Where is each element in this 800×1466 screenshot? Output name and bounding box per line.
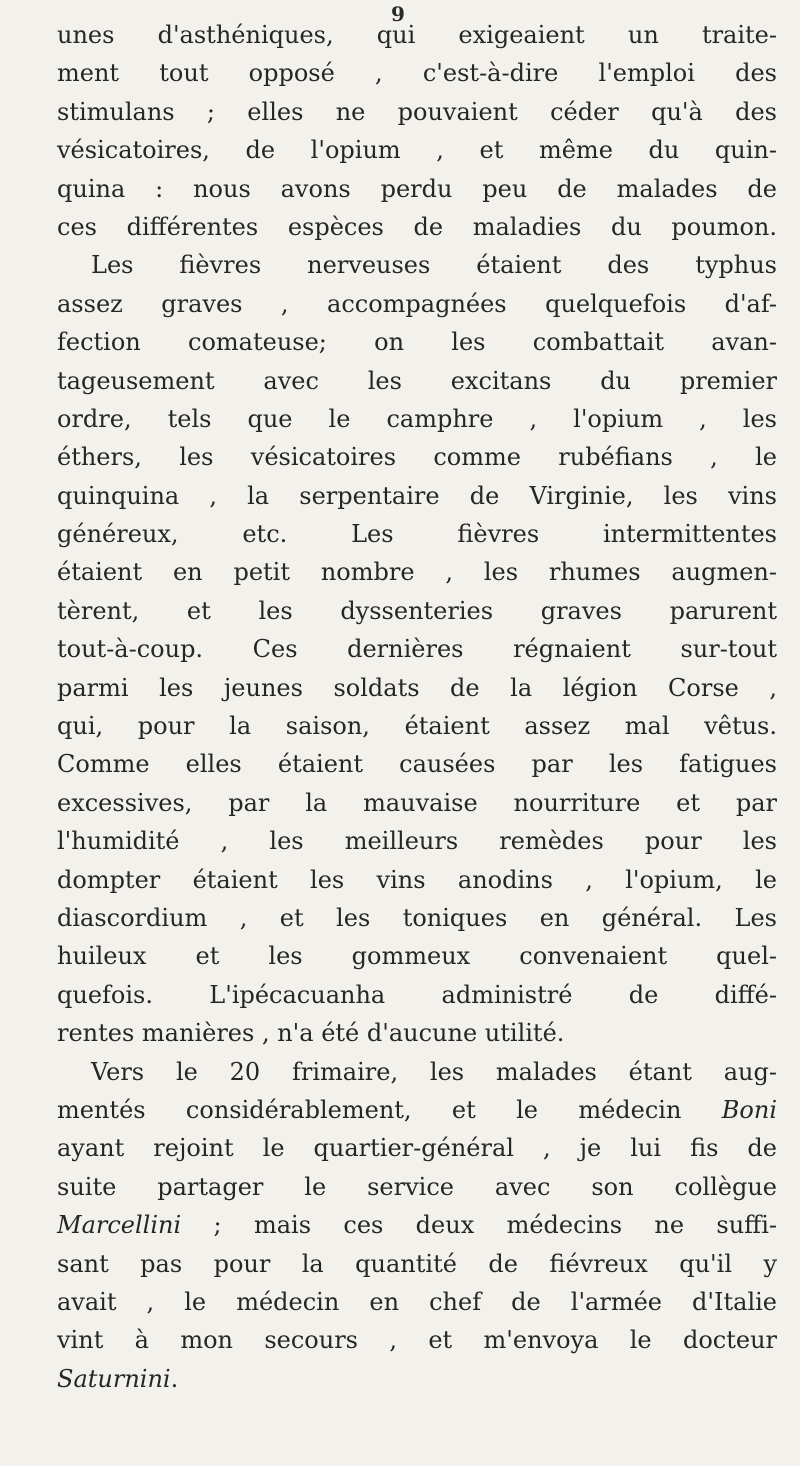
text-line: Vers le 20 frimaire, les malades étant aug- xyxy=(91,1057,777,1086)
text-segment: mentés considérablement, et le médecin xyxy=(57,1095,722,1124)
italic-name: Saturnini xyxy=(57,1364,171,1393)
text-line: unes d'asthéniques, qui exigeaient un traite- xyxy=(57,21,777,49)
page-number: 9 xyxy=(391,2,405,26)
text-line: vint à mon secours , et m'envoya le docteur xyxy=(57,1326,777,1355)
text-line: quinquina , la serpentaire de Virginie, les vins xyxy=(57,481,777,510)
text-line: tout-à-coup. Ces dernières régnaient sur-tout xyxy=(57,635,777,664)
text-line: sant pas pour la quantité de fiévreux qu'il y xyxy=(57,1249,777,1278)
text-line: quina : nous avons perdu peu de malades de xyxy=(57,174,777,203)
text-line: Les fièvres nerveuses étaient des typhus xyxy=(91,251,777,280)
text-line: quefois. L'ipécacuanha administré de diffé- xyxy=(57,980,777,1009)
text-segment: ; mais ces deux médecins ne suffi- xyxy=(181,1211,777,1240)
text-line: ment tout opposé , c'est-à-dire l'emploi des xyxy=(57,59,777,88)
text-line xyxy=(57,1091,777,1129)
text-segment: . xyxy=(170,1364,179,1393)
text-line: tèrent, et les dyssenteries graves parurent xyxy=(57,596,777,625)
text-line xyxy=(57,1360,777,1398)
text-line: généreux, etc. Les fièvres intermittentes xyxy=(57,520,777,549)
text-line: avait , le médecin en chef de l'armée d'Italie xyxy=(57,1287,777,1316)
text-line xyxy=(57,1206,777,1244)
text-line: huileux et les gommeux convenaient quel- xyxy=(57,942,777,971)
text-line: éthers, les vésicatoires comme rubéfians , le xyxy=(57,443,777,472)
text-line: l'humidité , les meilleurs remèdes pour les xyxy=(57,827,777,856)
text-line: qui, pour la saison, étaient assez mal vêtus. xyxy=(57,712,777,741)
italic-name: Marcellini xyxy=(57,1211,182,1240)
text-line: rentes manières , n'a été d'aucune utilité. xyxy=(57,1019,565,1048)
text-line: parmi les jeunes soldats de la légion Corse , xyxy=(57,673,777,702)
text-line: dompter étaient les vins anodins , l'opium, le xyxy=(57,865,777,894)
italic-name: Boni xyxy=(721,1095,777,1124)
text-line: tageusement avec les excitans du premier xyxy=(57,366,777,395)
text-line: ordre, tels que le camphre , l'opium , les xyxy=(57,404,777,433)
text-line: fection comateuse; on les combattait avan- xyxy=(57,328,777,357)
text-line: suite partager le service avec son collègue xyxy=(57,1172,777,1201)
text-line: étaient en petit nombre , les rhumes augmen- xyxy=(57,558,777,587)
text-line: diascordium , et les toniques en général. Les xyxy=(57,903,777,932)
text-line: assez graves , accompagnées quelquefois d'af- xyxy=(57,289,777,318)
text-line: excessives, par la mauvaise nourriture et par xyxy=(57,788,777,817)
body-text xyxy=(57,16,777,1398)
text-line: vésicatoires, de l'opium , et même du quin- xyxy=(57,136,777,165)
text-line: ces différentes espèces de maladies du poumon. xyxy=(57,212,777,241)
text-line: ayant rejoint le quartier-général , je lui fis de xyxy=(57,1134,777,1163)
text-line: Comme elles étaient causées par les fatigues xyxy=(57,750,777,779)
text-line: stimulans ; elles ne pouvaient céder qu'à des xyxy=(57,97,777,126)
